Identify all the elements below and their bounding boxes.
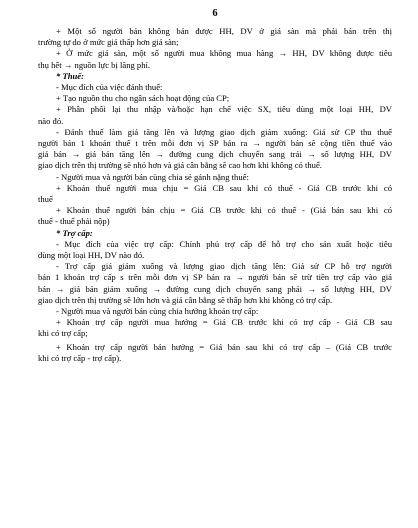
text-line: nào đó. — [38, 115, 64, 126]
text-line: thuế — [38, 194, 53, 205]
section-heading: * Trợ cấp: — [56, 227, 93, 238]
page-number: 6 — [212, 8, 218, 19]
text-line: + Khoản thuế người mua chịu = Giá CB sau khi có thuế - Giá CB trước khi có — [56, 182, 392, 193]
text-line: thuế - thuế phải nộp) — [38, 216, 110, 227]
text-line: + Ở mức giá sàn, một số người mua không mua hàng → HH, DV không được tiêu — [56, 48, 392, 59]
text-line: + Một số người bán không bán được HH, DV ở giá sàn mà phải bán trên thị — [56, 26, 392, 36]
text-line: - Đánh thuế làm giá tăng lên và lượng giao dịch giảm xuống: Giả sử CP thu thuế — [56, 126, 392, 137]
text-line: khi có trợ cấp; — [38, 328, 88, 339]
text-line: thụ hết → nguồn lực bị lãng phí. — [38, 59, 151, 70]
text-line: - Người mua và người bán cùng chia sẻ gánh nặng thuế: — [56, 171, 249, 182]
text-line: bán → giá bán giảm xuống → đường cung dịch chuyển sang phải → số lượng HH, DV — [38, 283, 392, 294]
text-line: dùng một loại HH, DV nào đó. — [38, 250, 145, 261]
text-line: giao dịch trên thị trường sẽ lớn hơn và giá cân bằng sẽ thấp hơn khi không có trợ cấp. — [38, 294, 333, 305]
text-line: trường tự do ở mức giá thấp hơn giá sàn; — [38, 37, 179, 48]
text-line: - Người mua và người bán cùng chia hưởng khoản trợ cấp: — [56, 306, 259, 317]
section-heading: * Thuế: — [56, 70, 84, 81]
text-line: + Khoản trợ cấp người bán hưởng = Giá bán sau khi có trợ cấp – (Giá CB trước — [56, 341, 392, 352]
text-line: - Trợ cấp giá giảm xuống và lượng giao dịch tăng lên: Giả sử CP hỗ trợ người — [56, 261, 392, 272]
text-line: + Khoản trợ cấp người mua hưởng = Giá CB trước khi có trợ cấp - Giá CB sau — [56, 317, 392, 328]
text-line: khi có trợ cấp - trợ cấp). — [38, 352, 122, 363]
text-line: bán 1 khoản trợ cấp s trên mỗi đơn vị SP bán ra → người bán sẽ trừ tiền trợ cấp vào giá — [38, 272, 392, 283]
text-line: - Mục đích của việc trợ cấp: Chính phủ trợ cấp để hỗ trợ cho sản xuất hoặc tiêu — [56, 238, 392, 249]
body-text — [38, 26, 392, 364]
text-line: giá bán → giá bán tăng lên → đường cung dịch chuyển sang trái → số lượng HH, DV — [38, 149, 392, 160]
text-line: người bán 1 khoản thuế t trên mỗi đơn vị SP bán ra → người bán sẽ cộng tiền thuế vào — [38, 138, 392, 149]
text-line: - Mục đích của việc đánh thuế: — [56, 82, 163, 93]
text-line: + Tạo nguồn thu cho ngân sách hoạt động của CP; — [56, 93, 230, 104]
text-line: + Phân phối lại thu nhập và/hoặc hạn chế việc SX, tiêu dùng một loại HH, DV — [56, 104, 392, 115]
text-line: + Khoản thuế người bán chịu = Giá CB trước khi có thuế - (Giá bán sau khi có — [56, 205, 392, 216]
text-line: giao dịch trên thị trường sẽ nhỏ hơn và giá cân bằng sẽ cao hơn khi không có thuế. — [38, 160, 322, 171]
